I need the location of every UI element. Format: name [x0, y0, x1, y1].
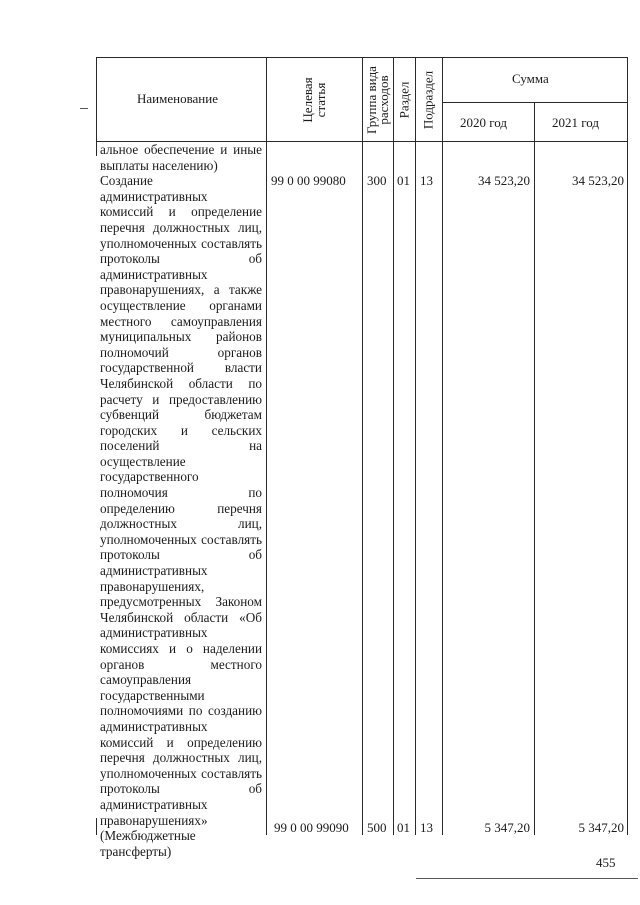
row-2-sum-2020: 5 347,20 — [484, 820, 530, 835]
header-sum: Сумма — [512, 71, 549, 86]
col-border-group — [393, 57, 394, 835]
header-subsection: Подраздел — [420, 70, 436, 130]
row-1-section: 01 — [397, 173, 410, 188]
row-2-section: 01 — [397, 820, 410, 835]
header-year-2021: 2021 год — [552, 115, 599, 130]
row-1-subsection: 13 — [420, 173, 433, 188]
header-expense-group: Группа вида расходов — [364, 66, 391, 134]
header-target-article: Целевая статья — [300, 77, 328, 123]
header-name: Наименование — [137, 91, 218, 106]
row-1-sum-2020: 34 523,20 — [478, 173, 530, 188]
row-2-sum-2021: 5 347,20 — [578, 820, 624, 835]
row-bracket-bottom — [96, 818, 97, 835]
margin-mark — [80, 108, 88, 109]
page-number: 455 — [596, 855, 616, 870]
col-border-name — [266, 57, 267, 835]
row-1-group: 300 — [367, 173, 387, 188]
row-1-name: альное обеспечение и иные выплаты населению) — [100, 142, 262, 173]
row-2-group: 500 — [367, 820, 387, 835]
row-bracket-top — [96, 142, 97, 156]
col-border-left — [96, 57, 97, 142]
row-2-target: 99 0 00 99090 — [274, 820, 349, 835]
sum-split-line — [442, 102, 628, 103]
col-border-2020 — [534, 102, 535, 835]
col-border-subsection — [442, 57, 443, 835]
header-year-2020: 2020 год — [460, 115, 507, 130]
row-2-subsection: 13 — [420, 820, 433, 835]
col-border-section — [415, 57, 416, 835]
col-border-target — [362, 57, 363, 835]
col-border-right — [627, 57, 628, 835]
footer-rule — [416, 878, 638, 879]
row-2-name: Создание административных комиссий и определение перечня должностных лиц, уполномоченных составлять протоколы об административных правонарушениях, а также осуществление органами местного самоуправления муниципальных районов полномочий органов государственной власти Челябинской области по расчету и предоставлению субвенций бюджетам городских и сельских поселений на осуществление государственного полномочия по определению перечня должностных лиц, уполномоченных составлять протоколы об административных правонарушениях, предусмотренных Законом Челябинской области «Об административных комиссиях и о наделении органов местного самоуправления государственными полномочиями по созданию административных комиссий и определению перечня должностных лиц, уполномоченных составлять протоколы об административных правонарушениях» (Межбюджетные трансферты) — [100, 173, 262, 859]
name-column-text — [100, 142, 262, 859]
header-section: Раздел — [396, 81, 412, 119]
row-1-sum-2021: 34 523,20 — [572, 173, 624, 188]
row-1-target: 99 0 00 99080 — [271, 173, 346, 188]
